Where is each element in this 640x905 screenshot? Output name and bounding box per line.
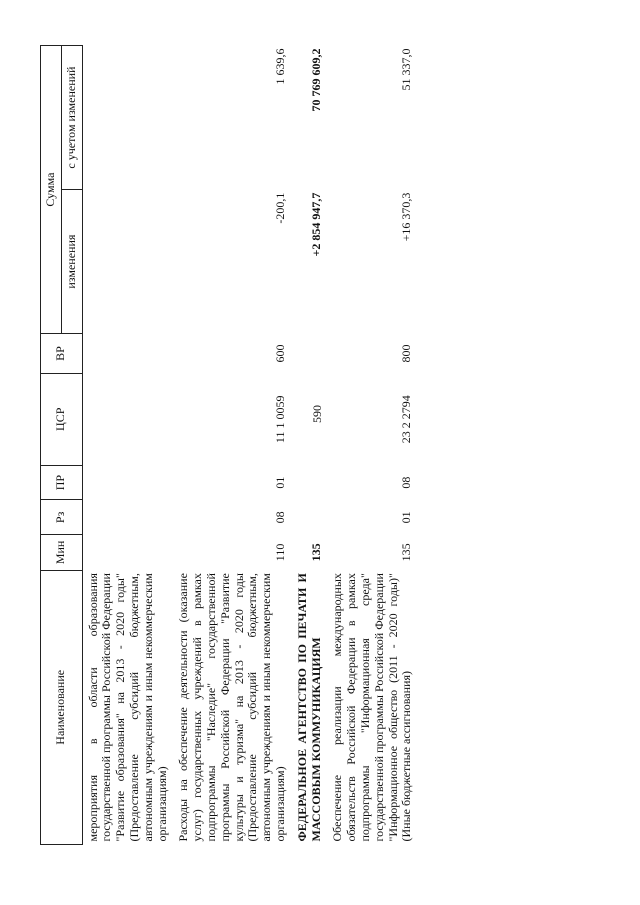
row-min [82,535,173,570]
row-pr: 08 [399,476,414,489]
table-row [327,46,418,845]
row-rz [82,500,173,535]
header-pr: ПР [41,465,83,500]
header-rz: Рз [41,500,83,535]
row-pr [82,465,173,500]
header-csr: ЦСР [41,373,83,465]
row-name: Обеспечение реализации международных обязательств Российской Федерации в рамках подпрограммы "Информационная среда" государственной программы Российской Федерации "Информационное общество (2011 - 2020 годы)" (Иные бюджетные ассигнования) [330,573,414,842]
row-change [82,190,173,334]
row-vr: 600 [272,344,287,363]
header-sum: Сумма [41,46,62,334]
row-rz [292,500,328,535]
row-vr: 800 [399,344,414,363]
header-vr: ВР [41,334,83,374]
row-min: 110 [272,543,287,562]
row-name: ФЕДЕРАЛЬНОЕ АГЕНТСТВО ПО ПЕЧАТИ И МАССОВЫМ КОММУНИКАЦИЯМ [294,573,323,842]
row-rz: 01 [399,511,414,524]
header-with-change: с учетом изменений [61,46,82,190]
row-change: +16 370,3 [399,192,414,242]
row-total: 51 337,0 [399,48,414,91]
row-total: 70 769 609,2 [308,48,323,112]
table-row [82,46,173,845]
row-name: Расходы на обеспечение деятельности (оказание услуг) государственных учреждений в рамках подпрограммы "Наследие" государственной программы Российской Федерации "Развитие культуры и туризма" на 2013 - 2020 годы (Предоставление субсидий бюджетным, автономным учреждениям и иным некоммерческим организациям) [176,573,287,842]
row-pr [292,465,328,500]
row-vr [82,334,173,374]
row-csr: 11 1 0059 [272,395,287,444]
row-min: 135 [308,543,323,562]
row-change: -200,1 [272,192,287,224]
page-number: 590 [310,405,324,423]
header-min: Мин [41,535,83,570]
row-pr: 01 [272,476,287,489]
table-row [173,46,291,845]
header-name: Наименование [41,570,83,844]
row-vr [292,334,328,374]
row-total: 1 639,6 [272,48,287,85]
table-row-agency [292,46,328,845]
row-change: +2 854 947,7 [308,192,323,257]
header-change: изменения [61,190,82,334]
row-csr [292,373,328,465]
row-total [82,46,173,190]
row-name: мероприятия в области образования государственной программы Российской Федерации "Развитие образования" на 2013 - 2020 годы" (Предоставление субсидий бюджетным, автономным учреждениям и иным некоммерческим организациям) [85,573,169,842]
row-csr [82,373,173,465]
row-csr: 23 2 2794 [399,395,414,444]
rotated-table-container [40,45,560,845]
row-rz: 08 [272,511,287,524]
row-min: 135 [399,543,414,562]
budget-table [40,45,418,845]
